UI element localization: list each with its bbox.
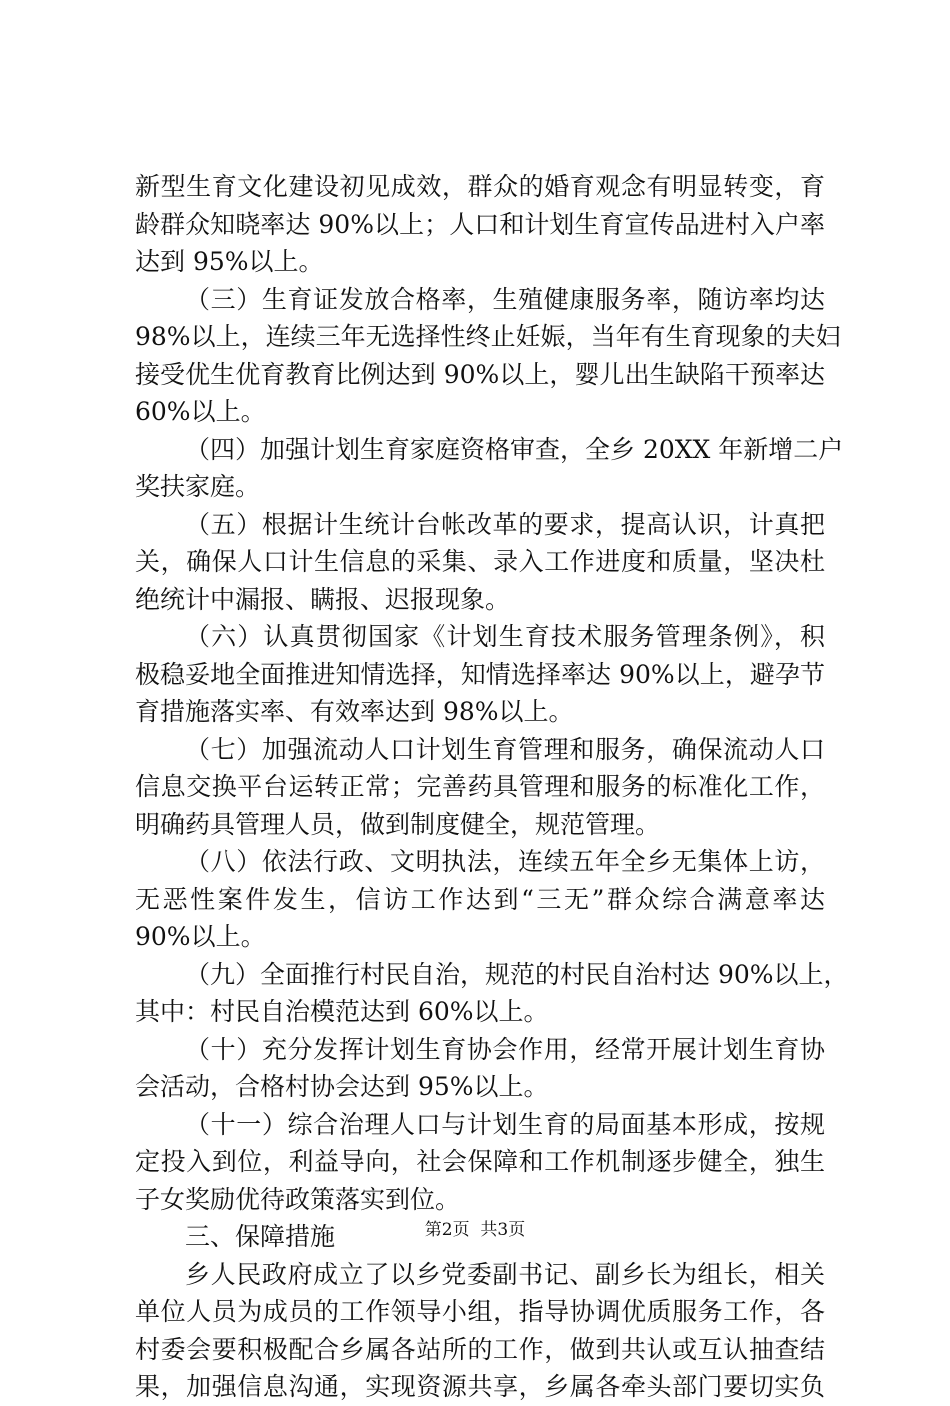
text-line: 子女奖励优待政策落实到位。 — [135, 1184, 461, 1214]
text-line: 龄群众知晓率达 90%以上；人口和计划生育宣传品进村入户率 — [135, 209, 825, 239]
text-line: 三、保障措施 — [185, 1222, 336, 1251]
text-line: 信息交换平台运转正常；完善药具管理和服务的标准化工作， — [135, 772, 825, 801]
text-line: 定投入到位，利益导向，社会保障和工作机制逐步健全，独生 — [135, 1147, 825, 1176]
text-line: 村委会要积极配合乡属各站所的工作，做到共认或互认抽查结 — [135, 1334, 825, 1364]
text-line: 关，确保人口计生信息的采集、录入工作进度和质量，坚决杜 — [135, 547, 825, 576]
text-line: 奖扶家庭。 — [135, 472, 261, 501]
text-line: 乡人民政府成立了以乡党委副书记、副乡长为组长，相关 — [185, 1259, 825, 1289]
text-line: 绝统计中漏报、瞒报、迟报现象。 — [135, 584, 511, 614]
text-line: （六）认真贯彻国家《计划生育技术服务管理条例》，积 — [185, 622, 825, 651]
text-line: 新型生育文化建设初见成效，群众的婚育观念有明显转变，育 — [135, 172, 825, 201]
text-line: 其中：村民自治模范达到 60%以上。 — [135, 997, 549, 1026]
text-line: 果，加强信息沟通，实现资源共享，乡属各牵头部门要切实负 — [135, 1372, 825, 1401]
text-line: （八）依法行政、文明执法，连续五年全乡无集体上访， — [185, 847, 825, 876]
text-line: 90%以上。 — [135, 922, 266, 951]
text-line: 98%以上，连续三年无选择性终止妊娠，当年有生育现象的夫妇 — [135, 322, 841, 351]
text-line: 接受优生优育教育比例达到 90%以上，婴儿出生缺陷干预率达 — [135, 359, 825, 389]
text-line: 会活动，合格村协会达到 95%以上。 — [135, 1072, 549, 1101]
text-line: 明确药具管理人员，做到制度健全，规范管理。 — [135, 809, 661, 839]
text-line: 60%以上。 — [135, 397, 266, 426]
text-line: 育措施落实率、有效率达到 98%以上。 — [135, 697, 574, 726]
page-number-label: 第2页 共3页 — [424, 1220, 526, 1240]
text-line: （四）加强计划生育家庭资格审查，全乡 20XX 年新增二户 — [185, 434, 844, 464]
text-line: （十一）综合治理人口与计划生育的局面基本形成，按规 — [185, 1109, 825, 1139]
text-line: （五）根据计生统计台帐改革的要求，提高认识，计真把 — [185, 509, 825, 539]
text-line: （三）生育证发放合格率，生殖健康服务率，随访率均达 — [185, 284, 825, 314]
text-line: 单位人员为成员的工作领导小组，指导协调优质服务工作，各 — [135, 1297, 825, 1326]
text-line: （七）加强流动人口计划生育管理和服务，确保流动人口 — [185, 734, 825, 764]
text-line: （九）全面推行村民自治，规范的村民自治村达 90%以上， — [185, 959, 849, 989]
text-line: 无恶性案件发生，信访工作达到“三无”群众综合满意率达 — [135, 884, 825, 914]
text-line: （十）充分发挥计划生育协会作用，经常开展计划生育协 — [185, 1034, 825, 1064]
text-line: 极稳妥地全面推进知情选择，知情选择率达 90%以上，避孕节 — [135, 659, 825, 689]
text-line: 达到 95%以上。 — [135, 247, 324, 276]
page-footer — [0, 1218, 950, 1242]
